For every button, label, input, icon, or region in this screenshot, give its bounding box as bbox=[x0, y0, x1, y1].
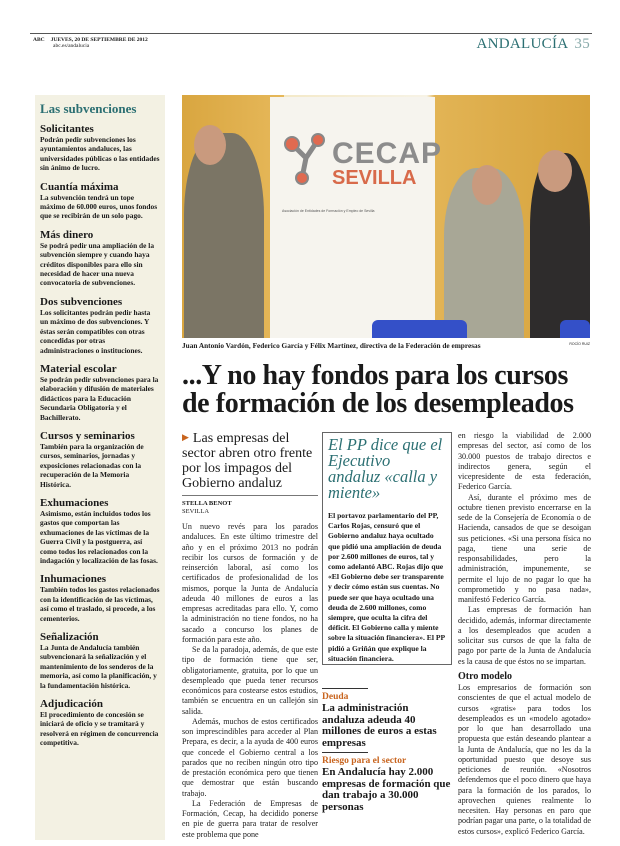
page-number: 35 bbox=[574, 36, 590, 52]
brand: ABC bbox=[33, 37, 45, 43]
sidebar-item-text: Los solicitantes podrán pedir hasta un máximo de dos subvenciones. Y éstas serán compatibles con otras concedidas por otras administraciones o instituciones. bbox=[40, 307, 151, 355]
sidebar-item bbox=[40, 430, 160, 489]
cecap-logo-icon bbox=[282, 132, 327, 187]
logo-sevilla: SEVILLA bbox=[332, 167, 417, 189]
sidebar-item bbox=[40, 181, 160, 221]
sidebar-subvenciones bbox=[35, 95, 165, 840]
dateline bbox=[33, 37, 148, 49]
sidebar-item-text: También todos los gastos relacionados con la identificación de las víctimas, así como el traslado, si procede, a los cementerios. bbox=[40, 585, 160, 623]
person-left bbox=[184, 133, 264, 338]
chair bbox=[372, 320, 467, 338]
photo-caption: Juan Antonio Vardón, Federico García y Félix Martínez, directiva de la Federación de empresas bbox=[182, 341, 481, 350]
photo-credit: ROCÍO RUIZ bbox=[569, 342, 590, 346]
paragraph: Un nuevo revés para los parados andaluces. En este último trimestre del año y en el próximo 2013 no podrán recibir los cursos de formación y de reinserción laboral, así como los certificados de profesionalidad de los mismos, porque la Junta de Andalucía adeuda 40 millones de euros a las empresas acreditadas para ello. Y, como la administración no tiene fondos, no ha sacado a concurso los planes de formación para este año. bbox=[182, 522, 318, 644]
sidebar-item bbox=[40, 573, 160, 623]
sidebar-item-text: También para la organización de cursos, seminarios, jornadas y exposiciones relacionadas con la recuperación de la Memoria Histórica. bbox=[40, 441, 144, 489]
highlight-rule bbox=[322, 752, 368, 753]
highlight-deuda bbox=[322, 688, 452, 749]
sidebar-item-text: El procedimiento de concesión se iniciará de oficio y se tramitará y resolverá en régimen de concurrencia competitiva. bbox=[40, 710, 159, 748]
sidebar-item-text: La Junta de Andalucía también subvencionará la señalización y el mantenimiento de los senderos de la memoria, así como la planificación, y la fundamentación histórica. bbox=[40, 643, 157, 690]
logo-cecap: CECAP bbox=[332, 137, 443, 170]
chair bbox=[560, 320, 590, 338]
paragraph: Así, durante el próximo mes de octubre tienen previsto encerrarse en la sede de la Consejería de Economía o de Hacienda, cansados de que se desoigan sus peticiones. «Si una persona física no paga, tiene una serie de responsabilidades, pero la administración, impunemente, se permite el lujo de no pagar lo que ha comprometido y no pasa nada», manifestó Federico García. bbox=[458, 492, 591, 604]
sidebar-item-text: Podrán pedir subvenciones los ayuntamientos andaluces, las universidades públicas o las entidades sin ánimo de lucro. bbox=[40, 135, 160, 173]
section-name: ANDALUCÍA bbox=[476, 36, 569, 52]
sidebar-item bbox=[40, 123, 160, 173]
paragraph: Además, muchos de estos certificados son imprescindibles para acceder al Plan Prepara, es decir, a la ayuda de 400 euros que concede el Gobierno central a los parados que no reciben ningún otro tipo de prestación económica pero que tienen que demostrar que están buscando trabajo. bbox=[182, 716, 318, 798]
article-column-3 bbox=[458, 431, 591, 837]
sidebar-item bbox=[40, 631, 160, 690]
person-left-head bbox=[194, 125, 226, 165]
headline: ...Y no hay fondos para los cursos de formación de los desempleados bbox=[182, 360, 574, 419]
sidebar-item-title: Más dinero bbox=[40, 228, 94, 241]
paragraph: en riesgo la viabilidad de 2.000 empresas del sector, así como de los 30.000 puestos de trabajo directos e indirectos genera, según el vicepresidente de esta federación, Federico García. bbox=[458, 431, 591, 492]
sidebar-item-text: Se podrá pedir una ampliación de la subvención siempre y cuando haya créditos disponibles para ello sin necesidad de hacer una nueva convocatoria de subvenciones. bbox=[40, 240, 155, 288]
logo-subtitle: Asociación de Entidades de Formación y Empleo de Sevilla bbox=[282, 209, 375, 213]
highlight-label: Deuda bbox=[322, 692, 349, 702]
highlight-rule bbox=[322, 688, 368, 689]
triangle-bullet-icon: ▶ bbox=[182, 432, 189, 442]
deck bbox=[182, 430, 318, 491]
subhead: Otro modelo bbox=[458, 670, 512, 682]
sidebar-item-title: Solicitantes bbox=[40, 123, 94, 135]
web: abc.es/andalucia bbox=[53, 43, 90, 49]
byline-rule bbox=[182, 495, 318, 496]
sidebar-item-title: Exhumaciones bbox=[40, 496, 109, 509]
paragraph: Se da la paradoja, además, de que este tipo de formación tiene que ser, obligatoriamente, gratuita, por lo que un desempleado que pueda tener recursos económicos para costearse estos estudios, también se encuentra en un callejón sin salida. bbox=[182, 645, 318, 716]
deck-text: Las empresas del sector abren otro frente por los impagos del Gobierno andaluz bbox=[182, 431, 313, 491]
sidebar-item-text: Se podrán pedir subvenciones para la elaboración y difusión de materiales didácticos para la Educación Secundaria Obligatoria y el Bachillerato. bbox=[40, 374, 159, 422]
sidebar-item-text: Asimismo, están incluidos todos los gastos que comportan las exhumaciones de las víctimas de la Guerra Civil y la postguerra, así como todos los relacionados con la indagación y localización de las fosas. bbox=[40, 508, 158, 565]
article-column-1 bbox=[182, 522, 318, 840]
header-rule bbox=[30, 33, 592, 34]
sidebar-item bbox=[40, 698, 160, 748]
highlight-text: En Andalucía hay 2.000 empresas de formación que dan trabajo a 30.000 personas bbox=[322, 766, 451, 813]
sidebar-title: Las subvenciones bbox=[40, 101, 137, 116]
sidebar-item-title: Señalización bbox=[40, 631, 99, 644]
sidebar-item bbox=[40, 363, 160, 422]
sidebar-item-title: Adjudicación bbox=[40, 698, 103, 711]
sidebar-item bbox=[40, 296, 160, 355]
sidebar-item-title: Dos subvenciones bbox=[40, 295, 123, 308]
person-right-head bbox=[538, 150, 572, 192]
sidebar-item bbox=[40, 497, 160, 565]
news-photo bbox=[182, 95, 590, 338]
date: JUEVES, 20 DE SEPTIEMBRE DE 2012 bbox=[50, 37, 148, 43]
sidebar-item-title: Cuantía máxima bbox=[40, 180, 119, 193]
paragraph: La Federación de Empresas de Formación, Cecap, ha decidido ponerse en pie de guerra para tratar de resolver este problema que pone bbox=[182, 798, 318, 839]
location: SEVILLA bbox=[182, 508, 210, 515]
highlight-label: Riesgo para el sector bbox=[322, 756, 407, 766]
person-middle-head bbox=[472, 165, 502, 205]
sidebar-item-title: Inhumaciones bbox=[40, 573, 107, 586]
sidebar-item-title: Material escolar bbox=[40, 362, 117, 375]
box-text: El portavoz parlamentario del PP, Carlos Rojas, censuró que el Gobierno andaluz haya ocultado que pidió una ampliación de deuda por 2.600 millones de euros, tal y como adelantó ABC. Rojas dijo que «El Gobierno debe ser transparente y decir cómo están sus cuentas. No puede ser que haya ocultado una deuda de 2.600 millones, como siempre, que oculta la cifra del déficit. El Gobierno calla y miente sobre la situación financiera». El PP pidió a Griñán que explique la situación financiera. bbox=[328, 511, 445, 663]
paragraph: Los empresarios de formación son conscientes de que el actual modelo de cursos «gratis» para todos los desempleados es un «modelo agotado» por lo que han desarrollado una propuesta que están deseando plantear a la Junta de Andalucía, que no les da la oportunidad puesto que desoye sus peticiones de reunión. «Nosotros defendemos que el poco dinero que haya para la formación de los parados, lo aprovechen quienes realmente lo necesiten. Hay personas en paro que podrían pagar una parte, o la totalidad de estos cursos», explicó Federico García. bbox=[458, 683, 591, 836]
sidebar-item bbox=[40, 229, 160, 288]
sidebar-item-text: La subvención tendrá un tope máximo de 60.000 euros, unos fondos que se recibirán de un solo pago. bbox=[40, 192, 158, 221]
paragraph: Las empresas de formación han decidido, además, informar directamente a los desempleados que acuden a solicitar sus cursos de que la falta de pago por parte de la Junta de Andalucía es la causa de que éstos no se impartan. bbox=[458, 605, 591, 666]
byline bbox=[182, 500, 232, 516]
highlight-text: La administración andaluza adeuda 40 millones de euros a estas empresas bbox=[322, 702, 437, 749]
section-header bbox=[477, 36, 590, 53]
author: STELLA BENOT bbox=[182, 500, 232, 507]
sidebar-item-title: Cursos y seminarios bbox=[40, 429, 135, 442]
cecap-banner bbox=[270, 97, 443, 338]
highlight-riesgo bbox=[322, 752, 452, 813]
pp-sidebar-box bbox=[322, 432, 452, 665]
box-title: El PP dice que el Ejecutivo andaluz «calla y miente» bbox=[328, 435, 443, 502]
